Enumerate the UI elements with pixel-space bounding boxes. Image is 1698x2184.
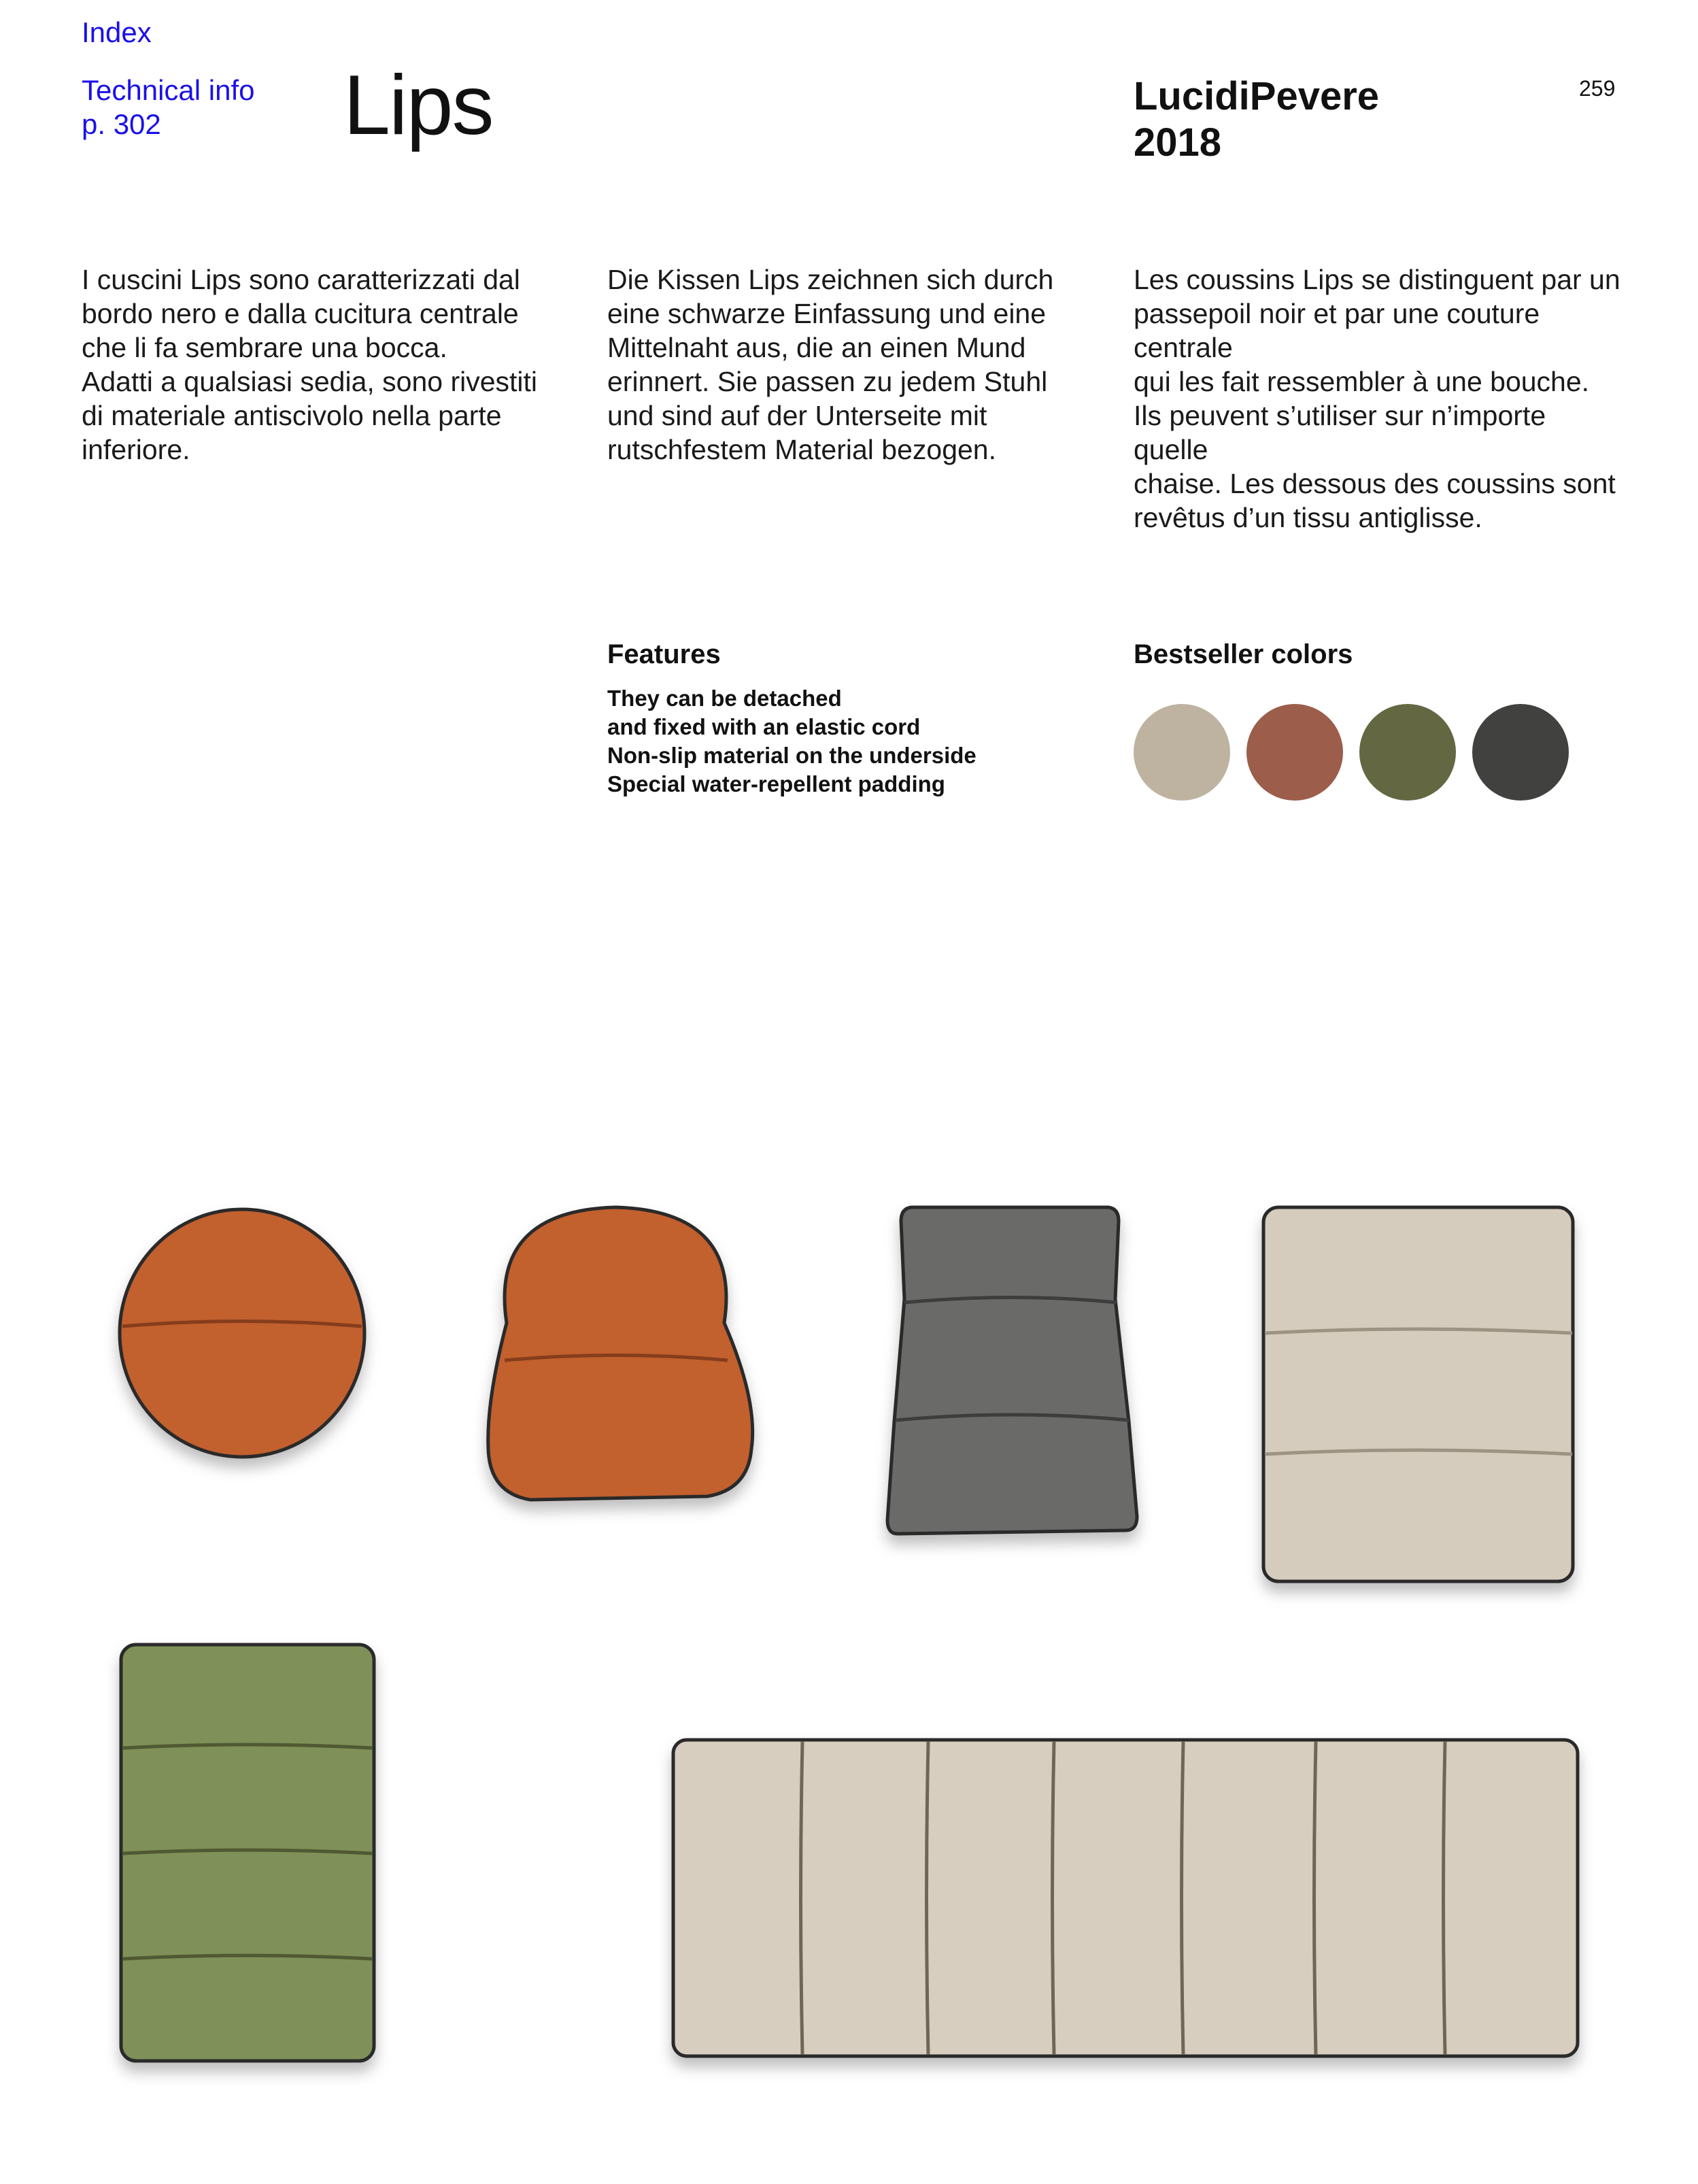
technical-info-page: p. 302 xyxy=(82,108,161,140)
description-line: Ils peuvent s’utiliser sur n’importe quelle xyxy=(1134,400,1546,465)
page-number: 259 xyxy=(1579,76,1616,101)
description-line: bordo nero e dalla cucitura centrale xyxy=(82,298,519,329)
cushion-seam xyxy=(801,1741,803,2055)
beige-chair-pad-image xyxy=(1263,1207,1573,1581)
cushion-body xyxy=(488,1207,753,1500)
description-line: I cuscini Lips sono caratterizzati dal xyxy=(82,264,520,295)
description-line: qui les fait ressembler à une bouche. xyxy=(1134,366,1590,397)
cushion-seam xyxy=(1314,1741,1317,2055)
bestseller-colors-heading: Bestseller colors xyxy=(1134,639,1353,669)
features-heading: Features xyxy=(607,639,721,669)
description-line: che li fa sembrare una bocca. xyxy=(82,332,447,363)
round-seat-cushion-image xyxy=(120,1209,364,1457)
feature-item: Special water-repellent padding xyxy=(607,771,945,796)
cushion-seam xyxy=(1444,1741,1446,2055)
cushion-seam xyxy=(927,1741,929,2055)
description-line: Mittelnaht aus, die an einen Mund xyxy=(607,332,1026,363)
cushion-body xyxy=(120,1209,364,1457)
design-year: 2018 xyxy=(1134,120,1222,165)
cushion-seam xyxy=(1182,1741,1184,2055)
green-chaise-pad-image xyxy=(121,1645,374,2061)
description-line: Die Kissen Lips zeichnen sich durch xyxy=(607,264,1054,295)
description-line: revêtus d’un tissu antiglisse. xyxy=(1134,502,1482,533)
designer-name: LucidiPevere xyxy=(1134,74,1380,118)
feature-item: They can be detached xyxy=(607,686,842,711)
description-line: Adatti a qualsiasi sedia, sono rivestiti xyxy=(82,366,538,397)
index-link[interactable]: Index xyxy=(82,16,152,48)
product-title: Lips xyxy=(343,58,493,152)
description-line: und sind auf der Unterseite mit xyxy=(607,400,987,431)
beige-bench-cushion-image xyxy=(673,1740,1578,2056)
cushion-body xyxy=(1263,1207,1573,1581)
description-line: di materiale antiscivolo nella parte xyxy=(82,400,502,431)
technical-info-label: Technical info xyxy=(82,74,255,106)
description-line: passepoil noir et par une couture centrale xyxy=(1134,298,1540,363)
description-line: eine schwarze Einfassung und eine xyxy=(607,298,1047,329)
description-line: erinnert. Sie passen zu jedem Stuhl xyxy=(607,366,1048,397)
cushion-seam xyxy=(1053,1741,1055,2055)
shaped-seat-cushion-image xyxy=(488,1207,753,1500)
description-line: chaise. Les dessous des coussins sont xyxy=(1134,468,1616,499)
cushion-body xyxy=(887,1207,1137,1534)
feature-item: Non-slip material on the underside xyxy=(607,743,977,768)
description-line: inferiore. xyxy=(82,434,190,465)
description-line: Les coussins Lips se distinguent par un xyxy=(1134,264,1620,295)
description-line: rutschfestem Material bezogen. xyxy=(607,434,996,465)
grey-chair-pad-image xyxy=(887,1207,1137,1534)
feature-item: and fixed with an elastic cord xyxy=(607,714,921,739)
